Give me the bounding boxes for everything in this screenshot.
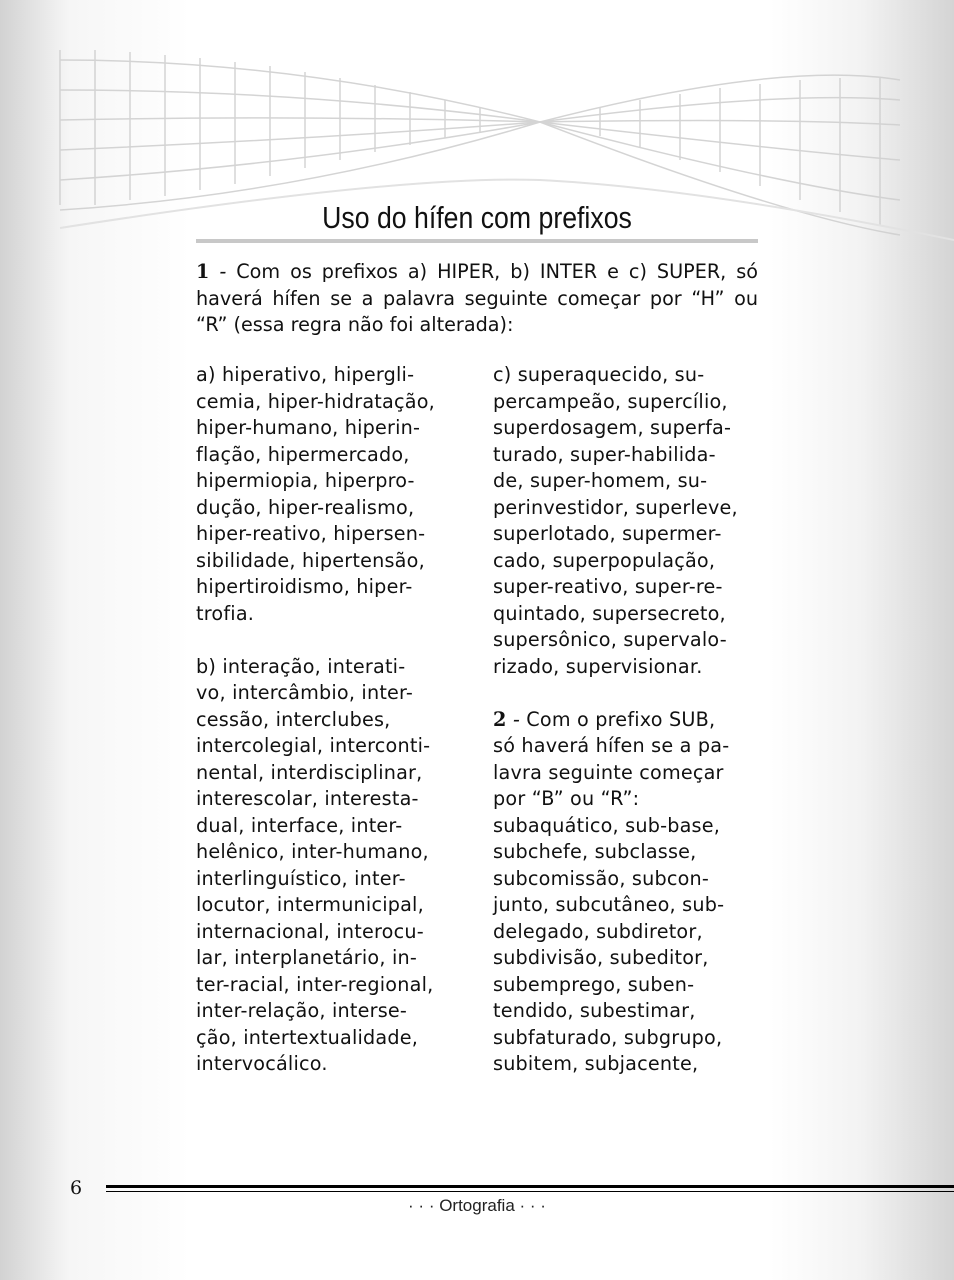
title-underline: [196, 239, 758, 243]
text-line: locutor, intermunicipal,: [196, 893, 424, 916]
page-number: 6: [70, 1177, 83, 1199]
text-line: subcomissão, subcon-: [493, 866, 710, 890]
text-line: por “B” ou “R”:: [493, 787, 640, 810]
left-column: [196, 362, 468, 1078]
text-line: ção, intertextualidade,: [196, 1025, 419, 1049]
text-line: interlinguístico, inter-: [196, 866, 406, 890]
text-line: flação, hipermercado,: [196, 442, 410, 466]
text-line: subitem, subjacente,: [493, 1052, 699, 1075]
footer-section-label: · · · Ortografia · · ·: [408, 1196, 546, 1215]
text-line: cemia, hiper-hidratação,: [196, 389, 435, 413]
text-line: lavra seguinte começar: [493, 760, 724, 784]
text-line: subdivisão, subeditor,: [493, 946, 709, 969]
text-line: sibilidade, hipertensão,: [196, 548, 425, 572]
text-line: quintado, supersecreto,: [493, 601, 726, 625]
text-line: intervocálico.: [196, 1052, 328, 1075]
text-line: ter-racial, inter-regional,: [196, 972, 434, 996]
text-line: só haverá hífen se a pa-: [493, 734, 730, 757]
item2-first-line: Com o prefixo SUB,: [526, 707, 716, 731]
text-line: b) interação, interati-: [196, 654, 406, 678]
text-line: lar, interplanetário, in-: [196, 946, 417, 969]
item-dash: -: [209, 260, 237, 283]
text-line: dual, interface, inter-: [196, 813, 403, 837]
right-column: [493, 362, 765, 1078]
text-line: a) hiperativo, hipergli-: [196, 363, 415, 386]
text-line: c) superaquecido, su-: [493, 363, 705, 386]
text-line: superdosagem, superfa-: [493, 416, 732, 439]
item-number-1: 1: [196, 260, 210, 283]
text-line: inter-relação, interse-: [196, 999, 408, 1022]
text-line: percampeão, supercílio,: [493, 389, 728, 413]
intro-paragraph: [196, 259, 758, 339]
intro-text: Com os prefixos a) HIPER, b) INTER e c) SUPER, só haverá hífen se a palavra seguinte começar por “H” ou “R” (essa regra não foi alterada):: [196, 260, 758, 336]
text-line: vo, intercâmbio, inter-: [196, 681, 414, 704]
text-line: super-reativo, super-re-: [493, 575, 723, 598]
text-line: hiper-reativo, hipersen-: [196, 522, 426, 545]
item2-heading-line: [493, 707, 765, 734]
text-line: tendido, subestimar,: [493, 999, 696, 1022]
text-line: perinvestidor, superleve,: [493, 495, 738, 519]
text-line: rizado, supervisionar.: [493, 654, 703, 678]
text-line: cado, superpopulação,: [493, 548, 716, 572]
text-line: subaquático, sub-base,: [493, 813, 721, 837]
text-line: hipermiopia, hiperpro-: [196, 469, 415, 492]
paragraph-gap: [196, 627, 468, 654]
text-line: subemprego, suben-: [493, 972, 695, 996]
text-line: dução, hiper-realismo,: [196, 495, 415, 519]
text-line: superlotado, supermer-: [493, 522, 722, 545]
text-line: cessão, interclubes,: [196, 707, 391, 731]
text-line: trofia.: [196, 601, 255, 625]
text-line: helênico, inter-humano,: [196, 840, 429, 863]
text-line: subfaturado, subgrupo,: [493, 1025, 723, 1049]
paragraph-gap: [493, 680, 765, 707]
text-line: internacional, interocu-: [196, 919, 424, 943]
text-line: supersônico, supervalo-: [493, 628, 727, 651]
text-line: hipertiroidismo, hiper-: [196, 575, 413, 598]
text-line: turado, super-habilida-: [493, 442, 716, 466]
item-number-2: 2: [493, 707, 507, 731]
text-line: hiper-humano, hiperin-: [196, 416, 421, 439]
footer-rule: [106, 1185, 954, 1188]
text-line: delegado, subdiretor,: [493, 919, 703, 943]
page-title: Uso do hífen com prefixos: [322, 200, 632, 235]
text-line: subchefe, subclasse,: [493, 840, 697, 863]
text-line: nental, interdisciplinar,: [196, 760, 423, 784]
text-line: junto, subcutâneo, sub-: [493, 893, 725, 916]
text-line: interescolar, interesta-: [196, 787, 419, 810]
item-dash: -: [506, 707, 527, 731]
text-line: intercolegial, interconti-: [196, 734, 431, 757]
text-line: de, super-homem, su-: [493, 469, 708, 492]
footer-rule-thin: [106, 1191, 954, 1192]
